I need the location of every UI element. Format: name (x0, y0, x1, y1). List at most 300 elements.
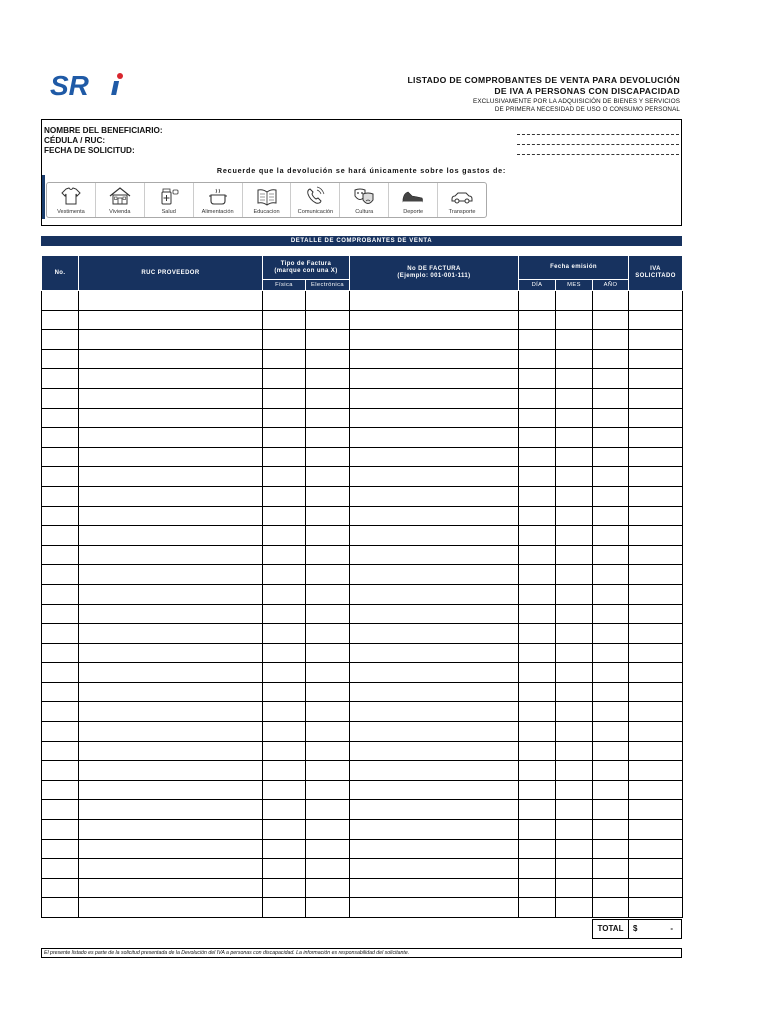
total-value: - (670, 924, 673, 933)
cell-no[interactable] (42, 408, 79, 428)
cell-anio[interactable] (593, 506, 629, 526)
cell-no[interactable] (42, 682, 79, 702)
cell-dia[interactable] (519, 584, 556, 604)
cell-ruc[interactable] (79, 545, 263, 565)
cell-iva[interactable] (629, 310, 683, 330)
cell-anio[interactable] (593, 604, 629, 624)
cell-dia[interactable] (519, 310, 556, 330)
cell-ruc[interactable] (79, 839, 263, 859)
cell-electronica[interactable] (306, 486, 350, 506)
cell-fisica[interactable] (263, 722, 306, 742)
cell-no[interactable] (42, 310, 79, 330)
cell-electronica[interactable] (306, 369, 350, 389)
cell-fisica[interactable] (263, 447, 306, 467)
cell-dia[interactable] (519, 898, 556, 918)
cell-no[interactable] (42, 545, 79, 565)
cell-no[interactable] (42, 388, 79, 408)
cell-dia[interactable] (519, 486, 556, 506)
cell-anio[interactable] (593, 820, 629, 840)
cell-mes[interactable] (556, 741, 593, 761)
cell-ruc[interactable] (79, 859, 263, 879)
cell-factura[interactable] (350, 526, 519, 546)
cell-dia[interactable] (519, 682, 556, 702)
cell-mes[interactable] (556, 780, 593, 800)
cell-mes[interactable] (556, 565, 593, 585)
cell-iva[interactable] (629, 408, 683, 428)
cell-electronica[interactable] (306, 408, 350, 428)
cell-no[interactable] (42, 349, 79, 369)
cell-anio[interactable] (593, 388, 629, 408)
cell-fisica[interactable] (263, 839, 306, 859)
cell-iva[interactable] (629, 291, 683, 311)
cell-mes[interactable] (556, 624, 593, 644)
cell-fisica[interactable] (263, 428, 306, 448)
cell-anio[interactable] (593, 839, 629, 859)
cell-anio[interactable] (593, 643, 629, 663)
cell-electronica[interactable] (306, 565, 350, 585)
cell-factura[interactable] (350, 643, 519, 663)
cell-fisica[interactable] (263, 291, 306, 311)
cell-iva[interactable] (629, 428, 683, 448)
cell-anio[interactable] (593, 859, 629, 879)
cell-anio[interactable] (593, 702, 629, 722)
cell-fisica[interactable] (263, 859, 306, 879)
cell-mes[interactable] (556, 526, 593, 546)
cell-electronica[interactable] (306, 878, 350, 898)
cell-no[interactable] (42, 780, 79, 800)
cell-ruc[interactable] (79, 447, 263, 467)
cell-dia[interactable] (519, 349, 556, 369)
cell-iva[interactable] (629, 369, 683, 389)
cell-iva[interactable] (629, 330, 683, 350)
cell-dia[interactable] (519, 624, 556, 644)
cell-ruc[interactable] (79, 702, 263, 722)
cell-dia[interactable] (519, 330, 556, 350)
cell-fisica[interactable] (263, 349, 306, 369)
cell-iva[interactable] (629, 722, 683, 742)
cell-no[interactable] (42, 820, 79, 840)
cell-mes[interactable] (556, 408, 593, 428)
cell-anio[interactable] (593, 526, 629, 546)
cell-electronica[interactable] (306, 349, 350, 369)
cell-ruc[interactable] (79, 722, 263, 742)
cell-anio[interactable] (593, 898, 629, 918)
cell-anio[interactable] (593, 878, 629, 898)
cell-fisica[interactable] (263, 643, 306, 663)
cooking-pot-icon (205, 185, 231, 207)
cell-factura[interactable] (350, 800, 519, 820)
cell-factura[interactable] (350, 780, 519, 800)
cell-electronica[interactable] (306, 820, 350, 840)
cell-no[interactable] (42, 643, 79, 663)
cell-iva[interactable] (629, 682, 683, 702)
request-date-field[interactable] (517, 154, 679, 156)
cell-anio[interactable] (593, 584, 629, 604)
cell-electronica[interactable] (306, 526, 350, 546)
cell-mes[interactable] (556, 702, 593, 722)
cell-anio[interactable] (593, 545, 629, 565)
cell-no[interactable] (42, 878, 79, 898)
cell-mes[interactable] (556, 682, 593, 702)
cell-fisica[interactable] (263, 584, 306, 604)
cell-mes[interactable] (556, 310, 593, 330)
cell-electronica[interactable] (306, 839, 350, 859)
cell-dia[interactable] (519, 859, 556, 879)
cell-ruc[interactable] (79, 565, 263, 585)
cell-dia[interactable] (519, 761, 556, 781)
cell-ruc[interactable] (79, 408, 263, 428)
cell-ruc[interactable] (79, 526, 263, 546)
cell-iva[interactable] (629, 839, 683, 859)
cell-electronica[interactable] (306, 291, 350, 311)
cell-fisica[interactable] (263, 663, 306, 683)
cell-mes[interactable] (556, 839, 593, 859)
cell-fisica[interactable] (263, 545, 306, 565)
cell-mes[interactable] (556, 506, 593, 526)
cell-electronica[interactable] (306, 467, 350, 487)
cell-electronica[interactable] (306, 780, 350, 800)
cell-fisica[interactable] (263, 800, 306, 820)
cell-iva[interactable] (629, 349, 683, 369)
cell-ruc[interactable] (79, 369, 263, 389)
cell-no[interactable] (42, 800, 79, 820)
cell-ruc[interactable] (79, 310, 263, 330)
category-label: Transporte (448, 209, 476, 215)
cell-dia[interactable] (519, 506, 556, 526)
cell-ruc[interactable] (79, 428, 263, 448)
cell-factura[interactable] (350, 702, 519, 722)
cell-electronica[interactable] (306, 545, 350, 565)
cell-dia[interactable] (519, 428, 556, 448)
cell-dia[interactable] (519, 663, 556, 683)
cell-iva[interactable] (629, 643, 683, 663)
cell-dia[interactable] (519, 722, 556, 742)
cell-mes[interactable] (556, 545, 593, 565)
cell-dia[interactable] (519, 526, 556, 546)
cell-electronica[interactable] (306, 624, 350, 644)
cell-iva[interactable] (629, 604, 683, 624)
cell-mes[interactable] (556, 369, 593, 389)
cell-fisica[interactable] (263, 330, 306, 350)
cell-dia[interactable] (519, 565, 556, 585)
cell-no[interactable] (42, 604, 79, 624)
cell-dia[interactable] (519, 291, 556, 311)
cell-electronica[interactable] (306, 702, 350, 722)
cell-mes[interactable] (556, 859, 593, 879)
cell-no[interactable] (42, 663, 79, 683)
cell-mes[interactable] (556, 428, 593, 448)
cell-dia[interactable] (519, 839, 556, 859)
cell-electronica[interactable] (306, 722, 350, 742)
cell-electronica[interactable] (306, 898, 350, 918)
beneficiary-name-field[interactable] (517, 134, 679, 136)
cell-factura[interactable] (350, 624, 519, 644)
cell-fisica[interactable] (263, 506, 306, 526)
cell-anio[interactable] (593, 741, 629, 761)
cell-anio[interactable] (593, 310, 629, 330)
cell-fisica[interactable] (263, 780, 306, 800)
cell-electronica[interactable] (306, 310, 350, 330)
cell-no[interactable] (42, 565, 79, 585)
cell-factura[interactable] (350, 467, 519, 487)
cell-ruc[interactable] (79, 388, 263, 408)
cell-anio[interactable] (593, 565, 629, 585)
cell-factura[interactable] (350, 722, 519, 742)
cell-iva[interactable] (629, 526, 683, 546)
cell-factura[interactable] (350, 761, 519, 781)
cell-electronica[interactable] (306, 506, 350, 526)
cell-dia[interactable] (519, 369, 556, 389)
cell-mes[interactable] (556, 761, 593, 781)
cell-factura[interactable] (350, 330, 519, 350)
cell-factura[interactable] (350, 565, 519, 585)
cell-electronica[interactable] (306, 388, 350, 408)
cell-iva[interactable] (629, 761, 683, 781)
cell-factura[interactable] (350, 859, 519, 879)
id-ruc-field[interactable] (517, 144, 679, 146)
cell-anio[interactable] (593, 663, 629, 683)
beneficiary-name-label: NOMBRE DEL BENEFICIARIO: (44, 126, 163, 135)
cell-iva[interactable] (629, 545, 683, 565)
cell-mes[interactable] (556, 878, 593, 898)
cell-anio[interactable] (593, 349, 629, 369)
cell-factura[interactable] (350, 682, 519, 702)
cell-factura[interactable] (350, 545, 519, 565)
cell-anio[interactable] (593, 722, 629, 742)
cell-ruc[interactable] (79, 780, 263, 800)
cell-electronica[interactable] (306, 604, 350, 624)
cell-dia[interactable] (519, 643, 556, 663)
cell-fisica[interactable] (263, 310, 306, 330)
cell-no[interactable] (42, 291, 79, 311)
cell-ruc[interactable] (79, 330, 263, 350)
cell-no[interactable] (42, 369, 79, 389)
cell-ruc[interactable] (79, 604, 263, 624)
table-row (42, 898, 683, 918)
cell-anio[interactable] (593, 428, 629, 448)
table-row (42, 702, 683, 722)
cell-factura[interactable] (350, 663, 519, 683)
cell-ruc[interactable] (79, 486, 263, 506)
cell-electronica[interactable] (306, 741, 350, 761)
cell-anio[interactable] (593, 447, 629, 467)
cell-iva[interactable] (629, 878, 683, 898)
cell-ruc[interactable] (79, 624, 263, 644)
cell-ruc[interactable] (79, 878, 263, 898)
cell-iva[interactable] (629, 800, 683, 820)
cell-factura[interactable] (350, 486, 519, 506)
cell-factura[interactable] (350, 820, 519, 840)
cell-dia[interactable] (519, 820, 556, 840)
cell-anio[interactable] (593, 486, 629, 506)
cell-electronica[interactable] (306, 447, 350, 467)
cell-fisica[interactable] (263, 604, 306, 624)
cell-mes[interactable] (556, 291, 593, 311)
cell-electronica[interactable] (306, 859, 350, 879)
cell-dia[interactable] (519, 545, 556, 565)
cell-electronica[interactable] (306, 682, 350, 702)
cell-anio[interactable] (593, 291, 629, 311)
cell-factura[interactable] (350, 447, 519, 467)
cell-mes[interactable] (556, 486, 593, 506)
cell-ruc[interactable] (79, 584, 263, 604)
cell-anio[interactable] (593, 761, 629, 781)
cell-mes[interactable] (556, 467, 593, 487)
cell-ruc[interactable] (79, 349, 263, 369)
cell-iva[interactable] (629, 467, 683, 487)
cell-iva[interactable] (629, 741, 683, 761)
cell-anio[interactable] (593, 369, 629, 389)
cell-no[interactable] (42, 761, 79, 781)
cell-factura[interactable] (350, 506, 519, 526)
cell-mes[interactable] (556, 820, 593, 840)
cell-electronica[interactable] (306, 330, 350, 350)
cell-iva[interactable] (629, 584, 683, 604)
cell-anio[interactable] (593, 330, 629, 350)
cell-no[interactable] (42, 506, 79, 526)
cell-no[interactable] (42, 624, 79, 644)
cell-mes[interactable] (556, 604, 593, 624)
cell-no[interactable] (42, 722, 79, 742)
cell-electronica[interactable] (306, 761, 350, 781)
cell-fisica[interactable] (263, 682, 306, 702)
cell-anio[interactable] (593, 800, 629, 820)
cell-dia[interactable] (519, 604, 556, 624)
cell-fisica[interactable] (263, 369, 306, 389)
cell-factura[interactable] (350, 839, 519, 859)
cell-no[interactable] (42, 584, 79, 604)
cell-dia[interactable] (519, 388, 556, 408)
cell-no[interactable] (42, 467, 79, 487)
cell-iva[interactable] (629, 486, 683, 506)
cell-fisica[interactable] (263, 526, 306, 546)
cell-fisica[interactable] (263, 820, 306, 840)
cell-iva[interactable] (629, 820, 683, 840)
cell-ruc[interactable] (79, 800, 263, 820)
cell-fisica[interactable] (263, 486, 306, 506)
cell-mes[interactable] (556, 330, 593, 350)
cell-no[interactable] (42, 839, 79, 859)
cell-factura[interactable] (350, 584, 519, 604)
cell-factura[interactable] (350, 428, 519, 448)
cell-mes[interactable] (556, 643, 593, 663)
cell-iva[interactable] (629, 898, 683, 918)
category-label: Educacion (253, 209, 280, 215)
cell-iva[interactable] (629, 663, 683, 683)
cell-mes[interactable] (556, 447, 593, 467)
cell-no[interactable] (42, 447, 79, 467)
cell-factura[interactable] (350, 604, 519, 624)
cell-no[interactable] (42, 702, 79, 722)
cell-mes[interactable] (556, 800, 593, 820)
cell-fisica[interactable] (263, 565, 306, 585)
cell-dia[interactable] (519, 447, 556, 467)
cell-iva[interactable] (629, 388, 683, 408)
cell-ruc[interactable] (79, 898, 263, 918)
cell-iva[interactable] (629, 859, 683, 879)
cell-anio[interactable] (593, 467, 629, 487)
cell-ruc[interactable] (79, 663, 263, 683)
cell-ruc[interactable] (79, 643, 263, 663)
table-row (42, 565, 683, 585)
cell-no[interactable] (42, 741, 79, 761)
cell-ruc[interactable] (79, 291, 263, 311)
cell-no[interactable] (42, 486, 79, 506)
cell-fisica[interactable] (263, 898, 306, 918)
cell-dia[interactable] (519, 741, 556, 761)
cell-dia[interactable] (519, 467, 556, 487)
cell-fisica[interactable] (263, 388, 306, 408)
cell-dia[interactable] (519, 408, 556, 428)
cell-ruc[interactable] (79, 682, 263, 702)
cell-ruc[interactable] (79, 820, 263, 840)
cell-iva[interactable] (629, 702, 683, 722)
cell-fisica[interactable] (263, 467, 306, 487)
cell-no[interactable] (42, 898, 79, 918)
cell-dia[interactable] (519, 878, 556, 898)
cell-anio[interactable] (593, 780, 629, 800)
cell-anio[interactable] (593, 624, 629, 644)
cell-fisica[interactable] (263, 878, 306, 898)
cell-electronica[interactable] (306, 643, 350, 663)
cell-electronica[interactable] (306, 584, 350, 604)
cell-no[interactable] (42, 428, 79, 448)
cell-electronica[interactable] (306, 428, 350, 448)
cell-iva[interactable] (629, 624, 683, 644)
cell-no[interactable] (42, 330, 79, 350)
cell-ruc[interactable] (79, 467, 263, 487)
cell-ruc[interactable] (79, 741, 263, 761)
cell-electronica[interactable] (306, 800, 350, 820)
cell-mes[interactable] (556, 663, 593, 683)
cell-factura[interactable] (350, 369, 519, 389)
cell-no[interactable] (42, 859, 79, 879)
table-row (42, 349, 683, 369)
cell-iva[interactable] (629, 565, 683, 585)
cell-mes[interactable] (556, 898, 593, 918)
cell-dia[interactable] (519, 800, 556, 820)
cell-anio[interactable] (593, 408, 629, 428)
cell-dia[interactable] (519, 702, 556, 722)
cell-iva[interactable] (629, 506, 683, 526)
cell-no[interactable] (42, 526, 79, 546)
cell-factura[interactable] (350, 388, 519, 408)
cell-electronica[interactable] (306, 663, 350, 683)
cell-iva[interactable] (629, 780, 683, 800)
cell-ruc[interactable] (79, 761, 263, 781)
cell-factura[interactable] (350, 878, 519, 898)
cell-factura[interactable] (350, 408, 519, 428)
cell-fisica[interactable] (263, 702, 306, 722)
cell-anio[interactable] (593, 682, 629, 702)
cell-factura[interactable] (350, 291, 519, 311)
cell-factura[interactable] (350, 349, 519, 369)
cell-mes[interactable] (556, 722, 593, 742)
cell-factura[interactable] (350, 741, 519, 761)
cell-fisica[interactable] (263, 408, 306, 428)
cell-mes[interactable] (556, 584, 593, 604)
cell-fisica[interactable] (263, 761, 306, 781)
cell-ruc[interactable] (79, 506, 263, 526)
cell-dia[interactable] (519, 780, 556, 800)
cell-mes[interactable] (556, 388, 593, 408)
cell-factura[interactable] (350, 898, 519, 918)
cell-factura[interactable] (350, 310, 519, 330)
cell-fisica[interactable] (263, 624, 306, 644)
cell-iva[interactable] (629, 447, 683, 467)
cell-mes[interactable] (556, 349, 593, 369)
cell-fisica[interactable] (263, 741, 306, 761)
